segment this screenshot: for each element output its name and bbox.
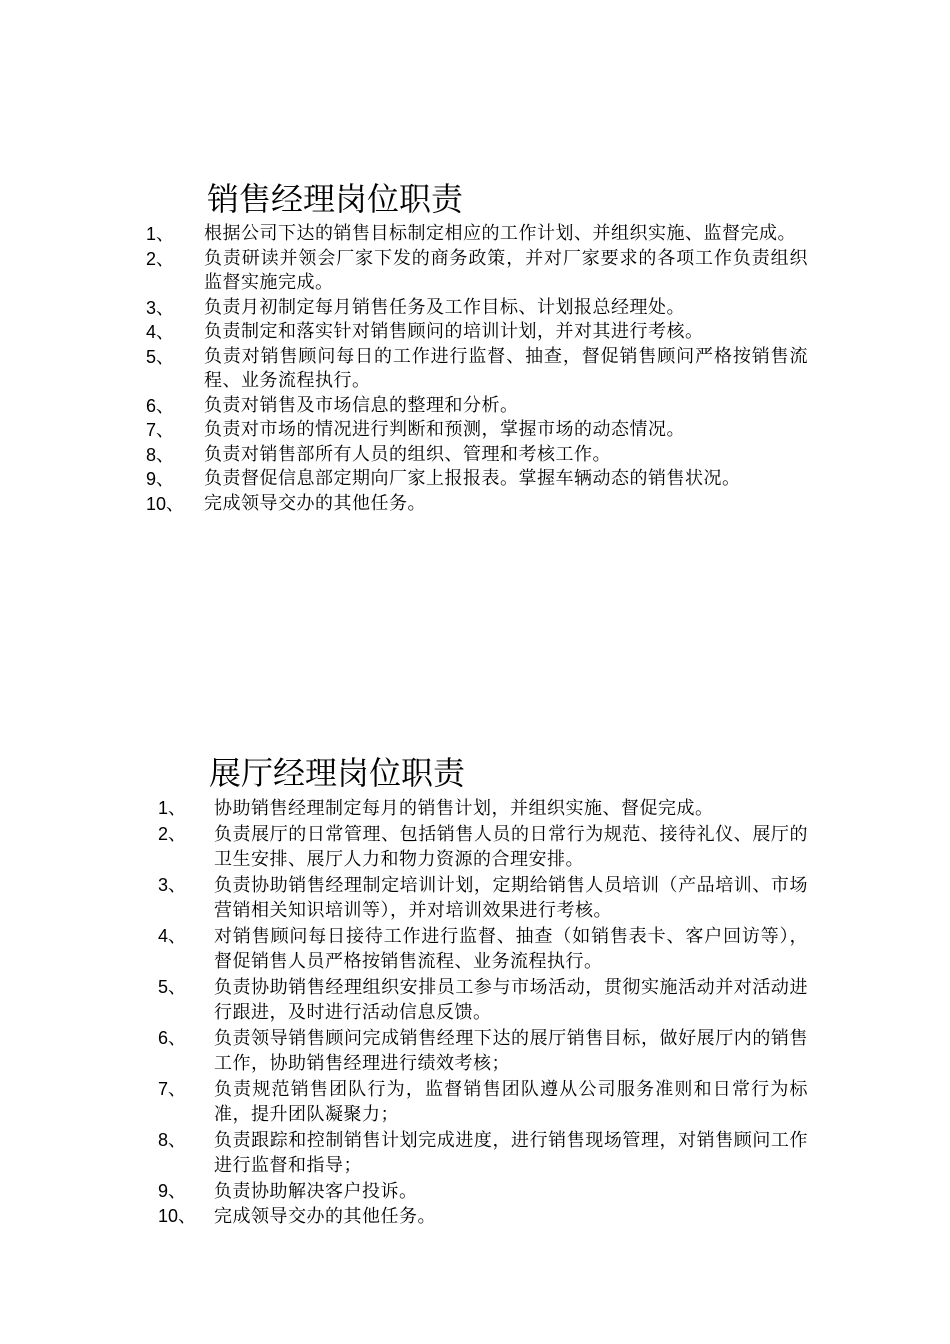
duty-item: [0, 1026, 820, 1077]
section-title: 销售经理岗位职责: [207, 180, 464, 218]
item-number: 5、: [158, 976, 187, 997]
duty-item: [0, 1077, 820, 1128]
item-text: 根据公司下达的销售目标制定相应的工作计划、并组织实施、监督完成。: [204, 223, 796, 244]
item-number: 6、: [158, 1027, 187, 1048]
item-text: 负责研读并领会厂家下发的商务政策，并对厂家要求的各项工作负责组织监督实施完成。: [204, 247, 808, 293]
item-number: 8、: [146, 444, 175, 465]
sales-manager-section: [0, 178, 820, 516]
duty-item: [0, 296, 820, 321]
item-number: 8、: [158, 1129, 187, 1150]
item-number: 2、: [146, 248, 175, 269]
duty-list: [0, 796, 820, 1230]
item-number: 4、: [158, 925, 187, 946]
duty-item: [0, 345, 820, 394]
duty-item: [0, 394, 820, 419]
item-number: 1、: [158, 798, 187, 818]
item-number: 10、: [158, 1206, 197, 1226]
showroom-manager-section: [0, 752, 820, 1230]
item-text: 负责协助销售经理组织安排员工参与市场活动，贯彻实施活动并对活动进行跟进，及时进行活动信息反馈。: [214, 976, 808, 1023]
item-number: 7、: [158, 1078, 187, 1099]
duty-item: [0, 924, 820, 975]
section-title: 展厅经理岗位职责: [209, 754, 466, 792]
duty-item: [0, 418, 820, 443]
duty-item: [0, 467, 820, 492]
duty-item: [0, 222, 820, 247]
duty-item: [0, 822, 820, 873]
item-text: 负责对销售及市场信息的整理和分析。: [204, 394, 519, 416]
duty-item: [0, 796, 820, 822]
item-text: 负责协助销售经理制定培训计划，定期给销售人员培训（产品培训、市场营销相关知识培训等），并对培训效果进行考核。: [214, 874, 808, 921]
duty-item: [0, 1179, 820, 1205]
item-number: 3、: [146, 297, 175, 318]
duty-item: [0, 1128, 820, 1179]
item-number: 5、: [146, 346, 175, 367]
item-text: 负责跟踪和控制销售计划完成进度，进行销售现场管理，对销售顾问工作进行监督和指导；: [214, 1129, 808, 1176]
item-text: 完成领导交办的其他任务。: [214, 1206, 436, 1227]
duty-item: [0, 873, 820, 924]
item-text: 完成领导交办的其他任务。: [204, 492, 426, 514]
duty-item: [0, 1204, 820, 1230]
item-text: 负责对市场的情况进行判断和预测，掌握市场的动态情况。: [204, 419, 685, 440]
item-number: 4、: [146, 322, 175, 342]
item-text: 负责展厅的日常管理、包括销售人员的日常行为规范、接待礼仪、展厅的卫生安排、展厅人力和物力资源的合理安排。: [214, 823, 808, 870]
item-text: 对销售顾问每日接待工作进行监督、抽查（如销售表卡、客户回访等），督促销售人员严格按销售流程、业务流程执行。: [214, 925, 808, 972]
item-text: 负责规范销售团队行为，监督销售团队遵从公司服务准则和日常行为标准，提升团队凝聚力；: [214, 1078, 808, 1125]
item-text: 协助销售经理制定每月的销售计划，并组织实施、督促完成。: [214, 798, 714, 819]
item-text: 负责对销售顾问每日的工作进行监督、抽查，督促销售顾问严格按销售流程、业务流程执行。: [204, 345, 808, 391]
duty-item: [0, 443, 820, 468]
item-text: 负责协助解决客户投诉。: [214, 1180, 418, 1202]
duty-item: [0, 492, 820, 517]
duty-item: [0, 247, 820, 296]
item-number: 6、: [146, 395, 175, 416]
item-number: 9、: [146, 469, 175, 489]
item-text: 负责月初制定每月销售任务及工作目标、计划报总经理处。: [204, 296, 685, 318]
duty-list: [0, 222, 820, 516]
item-text: 负责对销售部所有人员的组织、管理和考核工作。: [204, 443, 611, 465]
item-number: 1、: [146, 224, 175, 244]
duty-item: [0, 975, 820, 1026]
item-number: 2、: [158, 823, 187, 844]
item-text: 负责领导销售顾问完成销售经理下达的展厅销售目标，做好展厅内的销售工作，协助销售经理进行绩效考核；: [214, 1027, 808, 1074]
duty-item: [0, 320, 820, 345]
item-number: 10、: [146, 493, 185, 514]
item-text: 负责制定和落实针对销售顾问的培训计划，并对其进行考核。: [204, 321, 704, 342]
item-text: 负责督促信息部定期向厂家上报报表。掌握车辆动态的销售状况。: [204, 468, 741, 489]
item-number: 3、: [158, 874, 187, 895]
item-number: 7、: [146, 420, 175, 440]
item-number: 9、: [158, 1180, 187, 1201]
